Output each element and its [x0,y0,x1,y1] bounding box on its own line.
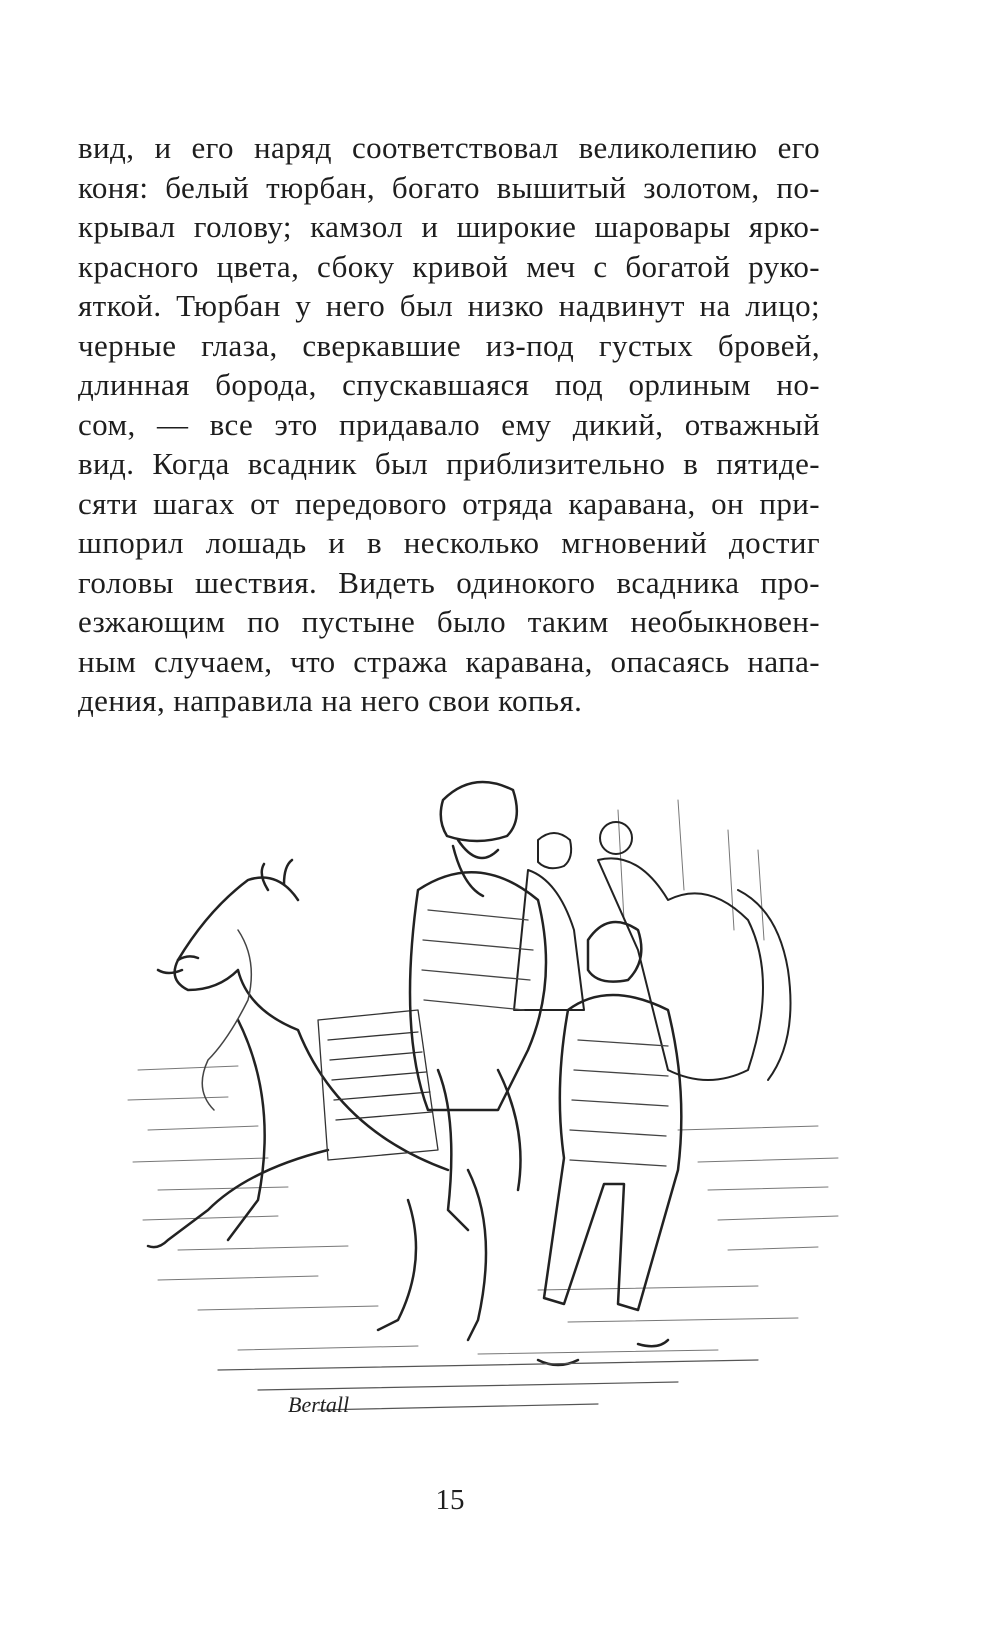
artist-signature: Bertall [288,1392,350,1417]
text-line-4: красного цвета, сбоку кривой меч с богатой руко- [78,248,820,284]
engraving-illustration [118,770,858,1430]
text-line-14: ным случаем, что стража каравана, опасаясь напа- [78,643,820,679]
text-line-8: сом, — все это придавало ему дикий, отважный [78,406,820,442]
text-line-12: головы шествия. Видеть одинокого всадника про- [78,564,820,600]
text-line-10: сяти шагах от передового отряда каравана, он при- [78,485,820,521]
caravan-figures [514,822,791,1080]
text-line-6: черные глаза, сверкавшие из-под густых бровей, [78,327,820,363]
text-line-5: яткой. Тюрбан у него был низко надвинут на лицо; [78,288,820,323]
text-line-9: вид. Когда всадник был приблизительно в пятиде- [78,446,820,481]
text-line-2: коня: белый тюрбан, богато вышитый золотом, по- [78,169,820,205]
text-line-13: езжающим по пустыне было таким необыкновен- [78,604,820,639]
text-line-15: дения, направила на него свои копья. [78,683,583,718]
body-text [78,128,820,721]
text-line-11: шпорил лошадь и в несколько мгновений достиг [78,525,820,560]
attendant [538,922,681,1365]
text-line-7: длинная борода, спускавшаяся под орлиным но- [78,367,820,402]
text-line-1: вид, и его наряд соответствовал великолепию его [78,130,820,165]
horse [148,860,486,1340]
text-line-3: крывал голову; камзол и широкие шаровары ярко- [78,209,820,244]
page-number: 15 [435,1484,465,1516]
